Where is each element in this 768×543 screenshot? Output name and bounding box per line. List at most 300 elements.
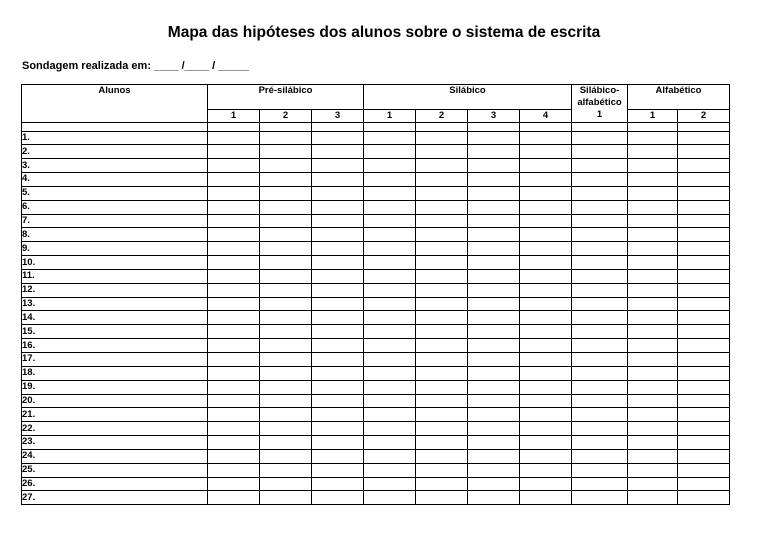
hypothesis-mark-cell <box>416 353 468 367</box>
hypothesis-mark-cell <box>312 228 364 242</box>
hypothesis-mark-cell <box>628 325 678 339</box>
hypothesis-mark-cell <box>678 449 730 463</box>
hypothesis-mark-cell <box>468 422 520 436</box>
sub-header-syllabic-4: 4 <box>520 109 572 122</box>
student-row-label: 17. <box>22 353 208 367</box>
hypothesis-mark-cell <box>572 256 628 270</box>
hypothesis-mark-cell <box>260 491 312 505</box>
hypothesis-mark-cell <box>260 145 312 159</box>
hypothesis-mark-cell <box>572 214 628 228</box>
sub-header-alphabetic-1: 1 <box>628 109 678 122</box>
sub-header-syllabic-alphabetic-1: 1 <box>572 109 628 122</box>
hypothesis-mark-cell <box>678 394 730 408</box>
hypothesis-mark-cell <box>416 297 468 311</box>
hypothesis-mark-cell <box>364 269 416 283</box>
hypothesis-mark-cell <box>416 159 468 173</box>
table-row <box>22 491 730 505</box>
hypothesis-mark-cell <box>416 366 468 380</box>
hypothesis-mark-cell <box>312 339 364 353</box>
hypothesis-mark-cell <box>520 214 572 228</box>
table-row <box>22 200 730 214</box>
hypothesis-mark-cell <box>364 186 416 200</box>
hypothesis-mark-cell <box>312 477 364 491</box>
hypothesis-mark-cell <box>572 408 628 422</box>
hypothesis-mark-cell <box>364 131 416 145</box>
hypothesis-mark-cell <box>628 436 678 450</box>
hypothesis-mark-cell <box>416 242 468 256</box>
hypothesis-mark-cell <box>312 463 364 477</box>
hypothesis-mark-cell <box>208 477 260 491</box>
table-row <box>22 366 730 380</box>
hypothesis-mark-cell <box>312 394 364 408</box>
hypothesis-mark-cell <box>208 449 260 463</box>
hypothesis-mark-cell <box>678 380 730 394</box>
hypothesis-mark-cell <box>208 408 260 422</box>
hypothesis-mark-cell <box>468 436 520 450</box>
hypothesis-mark-cell <box>260 283 312 297</box>
hypothesis-mark-cell <box>312 297 364 311</box>
hypothesis-mark-cell <box>364 422 416 436</box>
group-header-pre-syllabic: Pré-silábico <box>208 85 364 110</box>
hypothesis-mark-cell <box>572 200 628 214</box>
hypothesis-mark-cell <box>364 242 416 256</box>
hypothesis-mark-cell <box>364 449 416 463</box>
hypothesis-mark-cell <box>520 491 572 505</box>
hypothesis-mark-cell <box>260 339 312 353</box>
table-row <box>22 477 730 491</box>
hypothesis-mark-cell <box>468 353 520 367</box>
hypothesis-mark-cell <box>208 283 260 297</box>
student-row-label: 26. <box>22 477 208 491</box>
hypothesis-mark-cell <box>628 159 678 173</box>
hypothesis-mark-cell <box>678 131 730 145</box>
column-header-students: Alunos <box>22 85 208 123</box>
hypothesis-mark-cell <box>208 366 260 380</box>
hypothesis-mark-cell <box>572 380 628 394</box>
hypothesis-mark-cell <box>312 491 364 505</box>
hypothesis-mark-cell <box>678 408 730 422</box>
sub-header-pre-syllabic-1: 1 <box>208 109 260 122</box>
hypothesis-mark-cell <box>628 228 678 242</box>
group-header-alphabetic: Alfabético <box>628 85 730 110</box>
hypothesis-mark-cell <box>312 242 364 256</box>
hypothesis-mark-cell <box>628 449 678 463</box>
hypothesis-mark-cell <box>416 131 468 145</box>
hypothesis-mark-cell <box>520 256 572 270</box>
hypothesis-mark-cell <box>364 366 416 380</box>
hypothesis-mark-cell <box>628 380 678 394</box>
hypothesis-mark-cell <box>628 394 678 408</box>
hypothesis-mark-cell <box>572 145 628 159</box>
hypothesis-mark-cell <box>678 214 730 228</box>
hypothesis-mark-cell <box>468 394 520 408</box>
hypothesis-mark-cell <box>572 477 628 491</box>
hypothesis-mark-cell <box>628 366 678 380</box>
hypothesis-mark-cell <box>416 269 468 283</box>
hypothesis-mark-cell <box>520 436 572 450</box>
hypothesis-mark-cell <box>260 200 312 214</box>
hypothesis-mark-cell <box>260 131 312 145</box>
hypothesis-mark-cell <box>208 269 260 283</box>
hypothesis-mark-cell <box>628 242 678 256</box>
hypothesis-mark-cell <box>572 449 628 463</box>
student-row-label: 18. <box>22 366 208 380</box>
hypothesis-mark-cell <box>572 311 628 325</box>
hypothesis-mark-cell <box>208 311 260 325</box>
hypothesis-mark-cell <box>520 311 572 325</box>
hypothesis-mark-cell <box>468 491 520 505</box>
hypothesis-mark-cell <box>416 339 468 353</box>
hypothesis-mark-cell <box>260 463 312 477</box>
hypothesis-mark-cell <box>208 186 260 200</box>
hypothesis-mark-cell <box>208 173 260 187</box>
table-row <box>22 269 730 283</box>
hypothesis-mark-cell <box>312 325 364 339</box>
hypothesis-mark-cell <box>312 186 364 200</box>
hypothesis-mark-cell <box>628 214 678 228</box>
hypothesis-mark-cell <box>678 325 730 339</box>
hypothesis-mark-cell <box>678 339 730 353</box>
hypothesis-mark-cell <box>208 325 260 339</box>
hypothesis-mark-cell <box>572 228 628 242</box>
hypothesis-mark-cell <box>678 283 730 297</box>
hypothesis-mark-cell <box>468 297 520 311</box>
hypothesis-mark-cell <box>678 159 730 173</box>
hypothesis-mark-cell <box>468 339 520 353</box>
student-row-label: 15. <box>22 325 208 339</box>
hypothesis-mark-cell <box>416 200 468 214</box>
student-row-label: 14. <box>22 311 208 325</box>
student-row-label: 8. <box>22 228 208 242</box>
hypothesis-mark-cell <box>628 353 678 367</box>
hypothesis-mark-cell <box>468 228 520 242</box>
hypothesis-mark-cell <box>572 394 628 408</box>
sub-header-syllabic-3: 3 <box>468 109 520 122</box>
hypothesis-mark-cell <box>572 186 628 200</box>
hypothesis-mark-cell <box>260 228 312 242</box>
hypothesis-mark-cell <box>678 145 730 159</box>
score-cell-spacer <box>678 122 730 131</box>
table-row <box>22 145 730 159</box>
hypothesis-mark-cell <box>628 339 678 353</box>
score-cell-spacer <box>364 122 416 131</box>
hypothesis-mark-cell <box>416 436 468 450</box>
hypothesis-mark-cell <box>208 256 260 270</box>
hypothesis-mark-cell <box>364 380 416 394</box>
student-row-label: 23. <box>22 436 208 450</box>
student-row-label: 12. <box>22 283 208 297</box>
table-row <box>22 159 730 173</box>
hypothesis-mark-cell <box>572 242 628 256</box>
hypothesis-mark-cell <box>364 145 416 159</box>
hypothesis-mark-cell <box>678 256 730 270</box>
hypothesis-mark-cell <box>468 283 520 297</box>
table-row <box>22 394 730 408</box>
hypothesis-mark-cell <box>468 380 520 394</box>
hypothesis-mark-cell <box>628 269 678 283</box>
hypothesis-mark-cell <box>572 269 628 283</box>
hypothesis-mark-cell <box>260 422 312 436</box>
hypothesis-mark-cell <box>468 325 520 339</box>
table-row <box>22 228 730 242</box>
hypothesis-mark-cell <box>416 380 468 394</box>
hypothesis-mark-cell <box>260 408 312 422</box>
hypothesis-mark-cell <box>416 214 468 228</box>
group-header-syllabic-alphabetic: Silábico- alfabético <box>572 85 628 110</box>
hypothesis-mark-cell <box>260 353 312 367</box>
hypothesis-mark-cell <box>572 339 628 353</box>
student-row-label: 19. <box>22 380 208 394</box>
hypothesis-mark-cell <box>312 173 364 187</box>
hypothesis-mark-cell <box>520 186 572 200</box>
hypothesis-mark-cell <box>416 408 468 422</box>
hypothesis-mark-cell <box>572 463 628 477</box>
hypothesis-mark-cell <box>364 297 416 311</box>
student-row-label: 1. <box>22 131 208 145</box>
survey-date-line <box>22 60 249 72</box>
table-row <box>22 422 730 436</box>
hypothesis-mark-cell <box>208 159 260 173</box>
hypothesis-mark-cell <box>468 269 520 283</box>
hypothesis-mark-cell <box>364 173 416 187</box>
hypothesis-mark-cell <box>208 422 260 436</box>
hypothesis-mark-cell <box>520 173 572 187</box>
hypothesis-mark-cell <box>572 353 628 367</box>
hypothesis-mark-cell <box>416 491 468 505</box>
hypothesis-mark-cell <box>208 436 260 450</box>
hypothesis-mark-cell <box>520 297 572 311</box>
hypothesis-mark-cell <box>468 173 520 187</box>
hypothesis-mark-cell <box>312 159 364 173</box>
table-row <box>22 311 730 325</box>
hypothesis-mark-cell <box>678 477 730 491</box>
table-row <box>22 463 730 477</box>
hypothesis-mark-cell <box>468 242 520 256</box>
table-row <box>22 436 730 450</box>
hypothesis-mark-cell <box>208 380 260 394</box>
hypothesis-mark-cell <box>312 449 364 463</box>
hypothesis-mark-cell <box>364 200 416 214</box>
hypothesis-mark-cell <box>416 449 468 463</box>
hypothesis-mark-cell <box>628 283 678 297</box>
hypothesis-mark-cell <box>678 228 730 242</box>
student-row-label: 16. <box>22 339 208 353</box>
hypothesis-mark-cell <box>468 408 520 422</box>
hypothesis-mark-cell <box>468 145 520 159</box>
student-row-label: 21. <box>22 408 208 422</box>
hypothesis-mark-cell <box>416 145 468 159</box>
hypothesis-mark-cell <box>208 339 260 353</box>
student-row-label: 13. <box>22 297 208 311</box>
hypothesis-mark-cell <box>572 325 628 339</box>
hypothesis-mark-cell <box>468 200 520 214</box>
hypothesis-mark-cell <box>678 463 730 477</box>
hypothesis-mark-cell <box>260 394 312 408</box>
hypothesis-mark-cell <box>572 297 628 311</box>
student-row-label: 4. <box>22 173 208 187</box>
hypothesis-mark-cell <box>208 228 260 242</box>
hypothesis-mark-cell <box>260 269 312 283</box>
hypothesis-mark-cell <box>628 200 678 214</box>
hypothesis-mark-cell <box>678 200 730 214</box>
score-cell-spacer <box>572 122 628 131</box>
table-row <box>22 380 730 394</box>
hypothesis-mark-cell <box>572 436 628 450</box>
hypothesis-mark-cell <box>678 353 730 367</box>
hypothesis-mark-cell <box>260 214 312 228</box>
hypothesis-mark-cell <box>520 449 572 463</box>
hypothesis-mark-cell <box>260 449 312 463</box>
table-row <box>22 186 730 200</box>
hypothesis-mark-cell <box>520 228 572 242</box>
hypothesis-mark-cell <box>364 339 416 353</box>
hypothesis-mark-cell <box>468 366 520 380</box>
hypothesis-mark-cell <box>520 422 572 436</box>
table-row <box>22 173 730 187</box>
hypothesis-mark-cell <box>520 394 572 408</box>
hypothesis-mark-cell <box>520 325 572 339</box>
hypothesis-mark-cell <box>468 131 520 145</box>
hypothesis-mark-cell <box>572 159 628 173</box>
hypothesis-mark-cell <box>260 186 312 200</box>
table-row <box>22 339 730 353</box>
hypothesis-mark-cell <box>678 173 730 187</box>
hypothesis-mark-cell <box>312 436 364 450</box>
hypothesis-mark-cell <box>468 186 520 200</box>
survey-date-label: Sondagem realizada em: <box>22 60 151 72</box>
hypothesis-mark-cell <box>520 408 572 422</box>
hypothesis-mark-cell <box>312 145 364 159</box>
score-cell-spacer <box>416 122 468 131</box>
hypothesis-mark-cell <box>520 366 572 380</box>
hypothesis-mark-cell <box>208 463 260 477</box>
hypothesis-mark-cell <box>260 311 312 325</box>
hypothesis-mark-cell <box>678 186 730 200</box>
score-cell-spacer <box>208 122 260 131</box>
score-cell-spacer <box>628 122 678 131</box>
hypothesis-mark-cell <box>260 159 312 173</box>
hypothesis-mark-cell <box>364 159 416 173</box>
hypothesis-mark-cell <box>572 422 628 436</box>
hypothesis-mark-cell <box>312 353 364 367</box>
sub-header-pre-syllabic-3: 3 <box>312 109 364 122</box>
table-row <box>22 131 730 145</box>
hypothesis-mark-cell <box>520 380 572 394</box>
hypothesis-mark-cell <box>364 283 416 297</box>
table-row <box>22 325 730 339</box>
hypothesis-mark-cell <box>520 242 572 256</box>
hypothesis-mark-cell <box>628 491 678 505</box>
hypothesis-mark-cell <box>468 449 520 463</box>
hypothesis-mark-cell <box>208 145 260 159</box>
hypothesis-mark-cell <box>208 242 260 256</box>
hypothesis-mark-cell <box>416 228 468 242</box>
hypothesis-mark-cell <box>628 297 678 311</box>
hypothesis-mark-cell <box>364 477 416 491</box>
hypothesis-mark-cell <box>260 173 312 187</box>
student-row-label: 27. <box>22 491 208 505</box>
hypothesis-mark-cell <box>416 186 468 200</box>
hypothesis-mark-cell <box>312 311 364 325</box>
hypothesis-mark-cell <box>678 297 730 311</box>
hypothesis-mark-cell <box>416 463 468 477</box>
hypothesis-mark-cell <box>628 186 678 200</box>
student-row-label: 10. <box>22 256 208 270</box>
hypothesis-mark-cell <box>208 131 260 145</box>
hypothesis-mark-cell <box>260 436 312 450</box>
hypothesis-mark-cell <box>628 311 678 325</box>
sub-header-alphabetic-2: 2 <box>678 109 730 122</box>
hypothesis-mark-cell <box>520 477 572 491</box>
student-name-spacer <box>22 122 208 131</box>
student-row-label: 2. <box>22 145 208 159</box>
sub-header-pre-syllabic-2: 2 <box>260 109 312 122</box>
hypothesis-mark-cell <box>520 353 572 367</box>
hypothesis-mark-cell <box>364 394 416 408</box>
hypothesis-mark-cell <box>312 366 364 380</box>
hypothesis-mark-cell <box>678 422 730 436</box>
score-cell-spacer <box>312 122 364 131</box>
student-row-label: 7. <box>22 214 208 228</box>
hypothesis-mark-cell <box>416 256 468 270</box>
hypothesis-mark-cell <box>260 325 312 339</box>
student-row-label: 11. <box>22 269 208 283</box>
student-row-label: 6. <box>22 200 208 214</box>
hypothesis-mark-cell <box>260 256 312 270</box>
hypothesis-mark-cell <box>416 422 468 436</box>
hypothesis-mark-cell <box>628 477 678 491</box>
hypothesis-mark-cell <box>628 256 678 270</box>
hypothesis-mark-cell <box>364 436 416 450</box>
hypothesis-mark-cell <box>678 366 730 380</box>
table-row <box>22 242 730 256</box>
hypothesis-mark-cell <box>468 159 520 173</box>
hypothesis-mark-cell <box>520 269 572 283</box>
hypothesis-mark-cell <box>416 477 468 491</box>
page-title: Mapa das hipóteses dos alunos sobre o sistema de escrita <box>167 24 601 41</box>
hypothesis-mark-cell <box>628 408 678 422</box>
hypothesis-mark-cell <box>364 214 416 228</box>
hypothesis-mark-cell <box>260 297 312 311</box>
hypothesis-mark-cell <box>364 256 416 270</box>
hypothesis-mark-cell <box>572 366 628 380</box>
hypothesis-mark-cell <box>312 269 364 283</box>
hypothesis-mark-cell <box>208 200 260 214</box>
hypothesis-mark-cell <box>312 256 364 270</box>
hypothesis-mark-cell <box>678 269 730 283</box>
hypothesis-mark-cell <box>520 339 572 353</box>
table-row <box>22 214 730 228</box>
hypothesis-mark-cell <box>364 491 416 505</box>
hypothesis-mark-cell <box>678 242 730 256</box>
hypothesis-mark-cell <box>260 242 312 256</box>
hypothesis-mark-cell <box>260 380 312 394</box>
hypothesis-mark-cell <box>628 131 678 145</box>
hypothesis-mark-cell <box>312 283 364 297</box>
hypothesis-mark-cell <box>208 491 260 505</box>
hypothesis-mark-cell <box>364 408 416 422</box>
hypothesis-mark-cell <box>628 145 678 159</box>
student-row-label: 20. <box>22 394 208 408</box>
hypothesis-mark-cell <box>572 131 628 145</box>
student-row-label: 9. <box>22 242 208 256</box>
hypothesis-mark-cell <box>520 463 572 477</box>
hypothesis-mark-cell <box>520 283 572 297</box>
table-row <box>22 408 730 422</box>
survey-date-blanks: ____ /____ / _____ <box>151 60 249 72</box>
hypothesis-mark-cell <box>416 394 468 408</box>
hypothesis-mark-cell <box>572 283 628 297</box>
